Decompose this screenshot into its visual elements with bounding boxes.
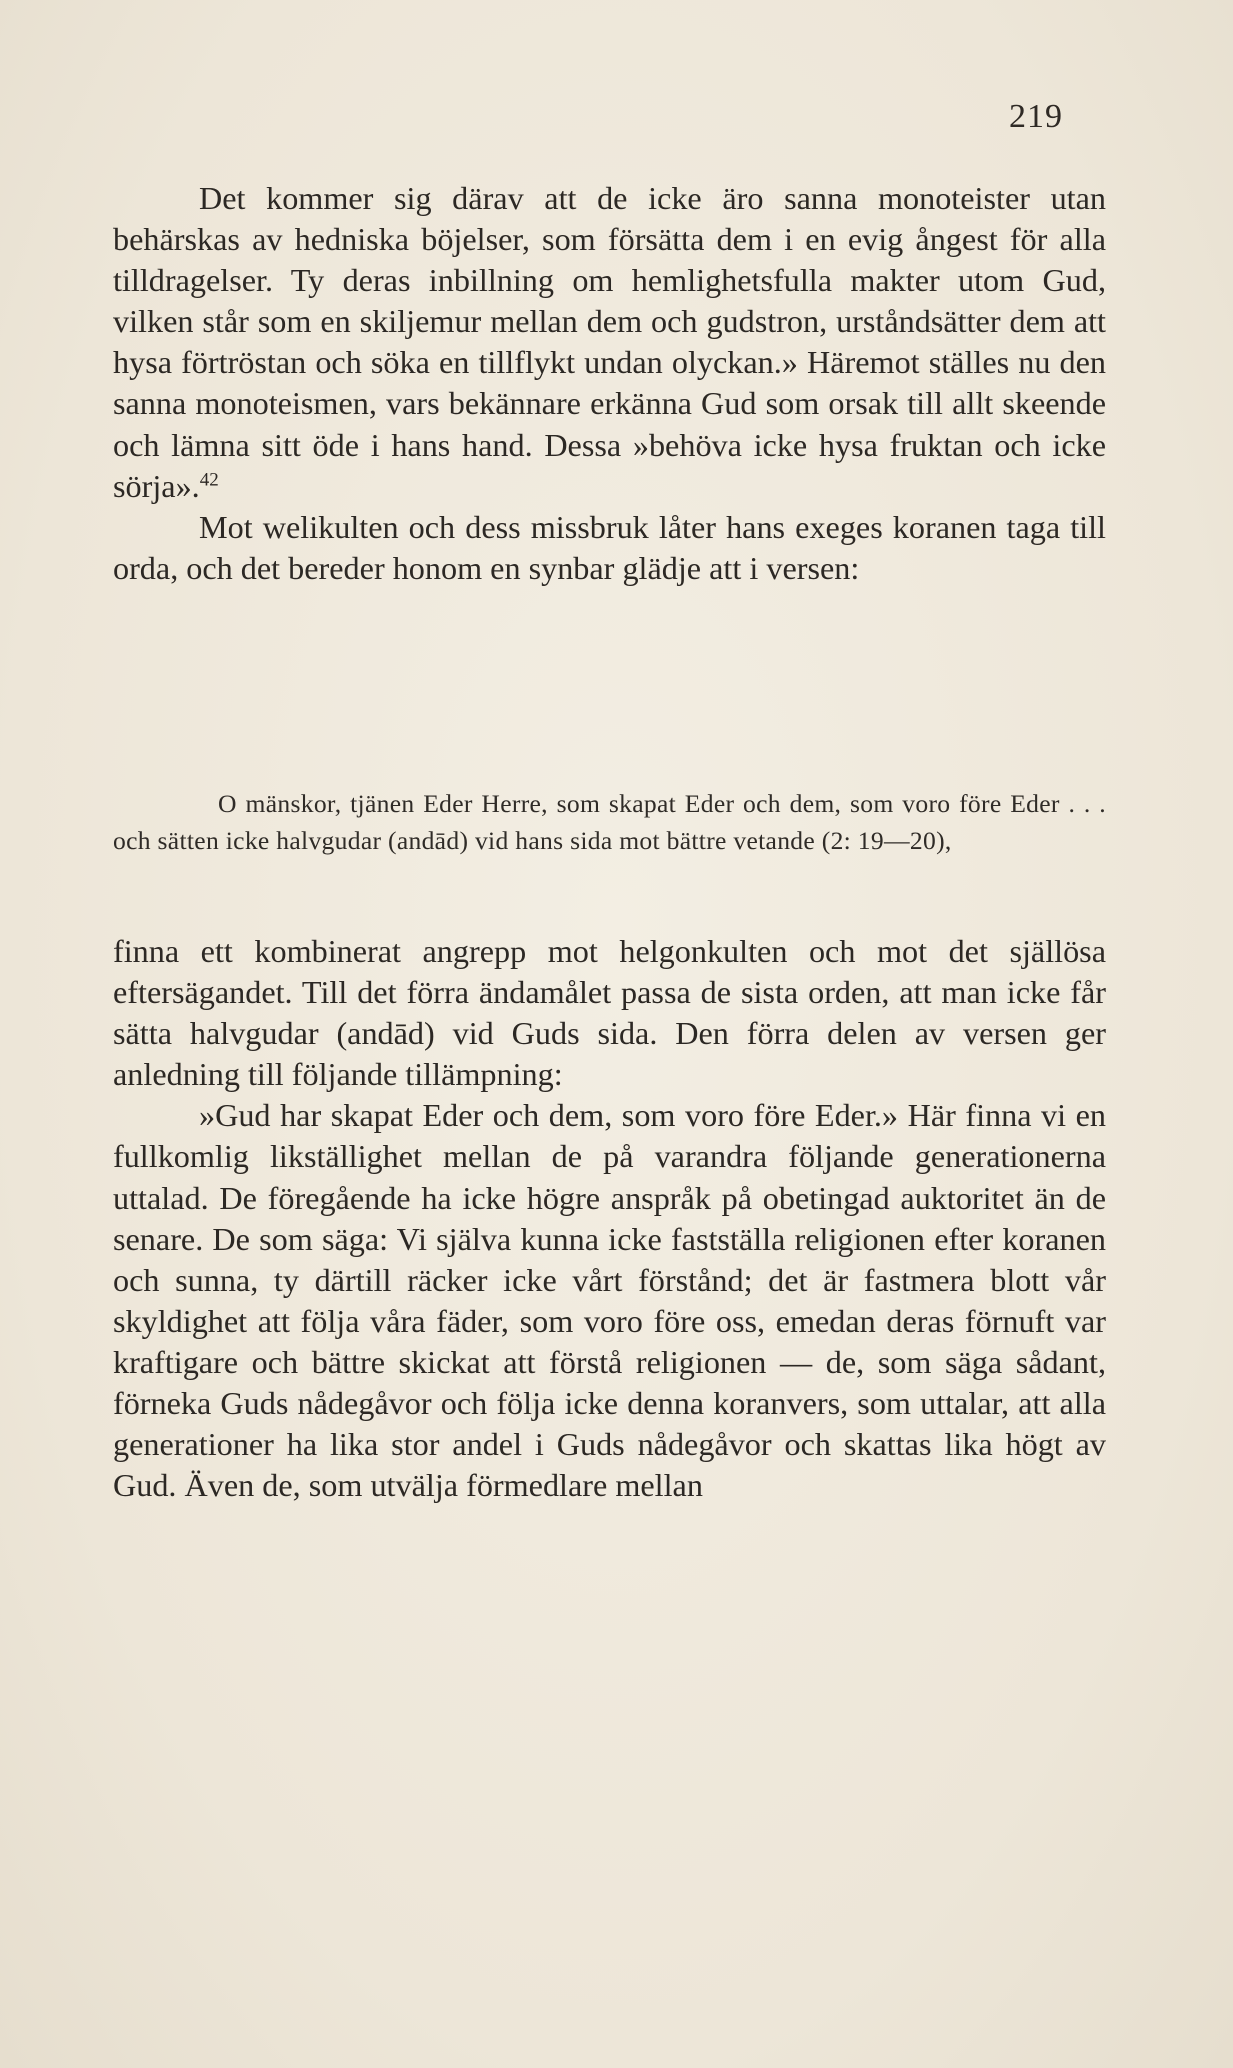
quote-text: O mänskor, tjänen Eder Herre, som skapat Eder och dem, som voro före Eder . . . och sätten icke halvgudar (andād) vid hans sida mot bättre vetande (2: 19—20),: [113, 789, 1106, 855]
text-block-upper: [113, 178, 1106, 589]
page-number: 219: [1009, 98, 1063, 135]
paragraph: »Gud har skapat Eder och dem, som voro före Eder.» Här finna vi en fullkomlig likställighet mellan de på varandra följande generationerna uttalad. De föregående ha icke högre anspråk på obetingad auktoritet än de senare. De som säga: Vi själva kunna icke fastställa religionen efter koranen och sunna, ty därtill räcker icke vårt förstånd; det är fastmera blott vår skyldighet att följa våra fäder, som voro före oss, emedan deras förnuft var kraftigare och bättre skickat att förstå religionen — de, som säga sådant, förneka Guds nådegåvor och följa icke denna koranvers, som uttalar, att alla generationer ha lika stor andel i Guds nådegåvor och skattas lika högt av Gud. Även de, som utvälja förmedlare mellan: [113, 1097, 1106, 1504]
text-block-lower: [113, 931, 1106, 1506]
paragraph: finna ett kombinerat angrepp mot helgonkulten och mot det själlösa eftersägandet. Till det förra ändamålet passa de sista orden, att man icke får sätta halvgudar (andād) vid Guds sida. Den förra delen av versen ger anledning till följande tillämpning:: [113, 933, 1106, 1093]
paragraph-text: Det kommer sig därav att de icke äro sanna monoteister utan behärskas av hedniska böjelser, som försätta dem i en evig ångest för alla tilldragelser. Ty deras inbillning om hemlighetsfulla makter utom Gud, vilken står som en skiljemur mellan dem och gudstron, urståndsätter dem att hysa förtröstan och söka en tillflykt undan olyckan.» Häremot ställes nu den sanna monoteismen, vars bekännare erkänna Gud som orsak till allt skeende och lämna sitt öde i hans hand. Dessa »behöva icke hysa fruktan och icke sörja».: [113, 180, 1106, 504]
paragraph: Mot welikulten och dess missbruk låter hans exeges koranen taga till orda, och det bereder honom en synbar glädje att i versen:: [113, 508, 1106, 586]
paragraph: [113, 178, 1106, 507]
quoted-verse: [113, 786, 1106, 859]
footnote-reference: 42: [199, 468, 219, 490]
